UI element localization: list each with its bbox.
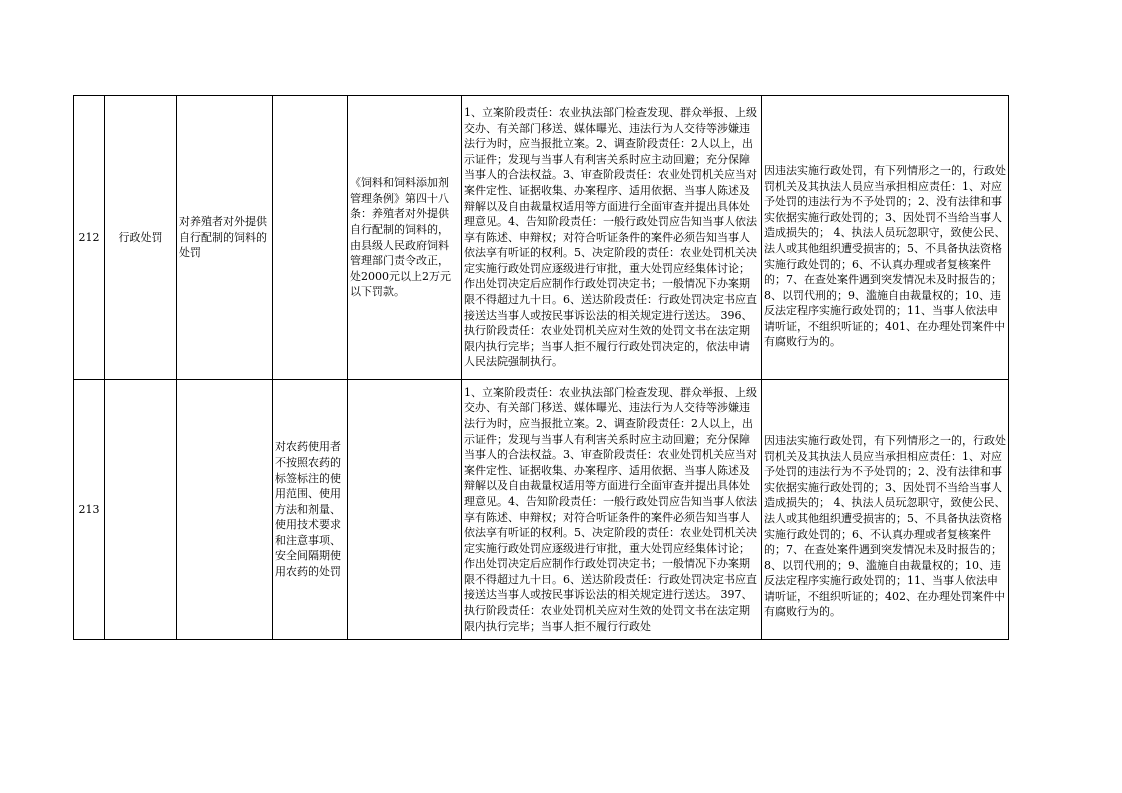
responsibility-text: 1、立案阶段责任：农业执法部门检查发现、群众举报、上级交办、有关部门移送、媒体曝光、违法行为人交待等涉嫌违法行为时，应当报批立案。2、调查阶段责任：2人以上，出示证件；发现与当事人有利害关系时应主动回避；充分保障当事人的合法权益。3、审查阶段责任：农业处罚机关应当对案件定性、证据收集、办案程序、适用依据、当事人陈述及辩解以及自由裁量权适用等方面进行全面审查并提出具体处理意见。4、告知阶段责任：一般行政处罚应告知当事人依法享有陈述、申辩权；对符合听证条件的案件必须告知当事人依法享有听证的权利。5、决定阶段的责任：农业处罚机关决定实施行政处罚应逐级进行审批，重大处罚应经集体讨论；作出处罚决定后应制作行政处罚决定书；一般情况下办案期限不得超过九十日。6、送达阶段责任：行政处罚决定书应直接送达当事人或按民事诉讼法的相关规定进行送达。 396、执行阶段责任：农业处罚机关应对生效的处罚文书在法定期限内执行完毕；当事人拒不履行行政处罚决定的，依法申请人民法院强制执行。 xyxy=(464,105,757,369)
row-number-cell: 212 xyxy=(74,96,105,380)
legal-basis-cell: 《饲料和饲料添加剂管理条例》第四十八条：养殖者对外提供自行配制的饲料的，由县级人民政府饲料管理部门责令改正，处2000元以上2万元以下罚款。 xyxy=(348,96,462,380)
power-type-cell: 行政处罚 xyxy=(105,96,177,380)
power-subitem-cell: 对农药使用者不按照农药的标签标注的使用范围、使用方法和剂量、使用技术要求和注意事项、安全间隔期使用农药的处罚 xyxy=(273,380,348,640)
responsibility-cell xyxy=(462,96,762,380)
accountability-text: 因违法实施行政处罚，有下列情形之一的，行政处罚机关及其执法人员应当承担相应责任：1、对应予处罚的违法行为不予处罚的；2、没有法律和事实依据实施行政处罚的；3、因处罚不当给当事人造成损失的； 4、执法人员玩忽职守，致使公民、法人或其他组织遭受损害的；5、不具备执法资格实施行政处罚的；6、不认真办理或者复核案件的；7、在查处案件遇到突发情况未及时报告的；8、以罚代刑的；9、滥施自由裁量权的；10、违反法定程序实施行政处罚的；11、当事人依法申请听证，不组织听证的；401、在办理处罚案件中有腐败行为的。 xyxy=(764,163,1006,349)
power-type-cell xyxy=(105,380,177,640)
power-list-table xyxy=(73,95,1009,640)
accountability-cell xyxy=(762,96,1009,380)
power-item-cell xyxy=(177,380,273,640)
legal-basis-cell xyxy=(348,380,462,640)
table-row xyxy=(74,96,1009,380)
accountability-text: 因违法实施行政处罚，有下列情形之一的，行政处罚机关及其执法人员应当承担相应责任：1、对应予处罚的违法行为不予处罚的；2、没有法律和事实依据实施行政处罚的；3、因处罚不当给当事人造成损失的； 4、执法人员玩忽职守，致使公民、法人或其他组织遭受损害的；5、不具备执法资格实施行政处罚的；6、不认真办理或者复核案件的；7、在查处案件遇到突发情况未及时报告的；8、以罚代刑的；9、滥施自由裁量权的；10、违反法定程序实施行政处罚的；11、当事人依法申请听证，不组织听证的；402、在办理处罚案件中有腐败行为的。 xyxy=(764,433,1006,619)
table-row xyxy=(74,380,1009,640)
row-number-cell: 213 xyxy=(74,380,105,640)
power-item-cell: 对养殖者对外提供自行配制的饲料的处罚 xyxy=(177,96,273,380)
accountability-cell xyxy=(762,380,1009,640)
responsibility-text: 1、立案阶段责任：农业执法部门检查发现、群众举报、上级交办、有关部门移送、媒体曝光、违法行为人交待等涉嫌违法行为时，应当报批立案。2、调查阶段责任：2人以上，出示证件；发现与当事人有利害关系时应主动回避；充分保障当事人的合法权益。3、审查阶段责任：农业处罚机关应当对案件定性、证据收集、办案程序、适用依据、当事人陈述及辩解以及自由裁量权适用等方面进行全面审查并提出具体处理意见。4、告知阶段责任：一般行政处罚应告知当事人依法享有陈述、申辩权；对符合听证条件的案件必须告知当事人依法享有听证的权利。5、决定阶段的责任：农业处罚机关决定实施行政处罚应逐级进行审批，重大处罚应经集体讨论；作出处罚决定后应制作行政处罚决定书；一般情况下办案期限不得超过九十日。6、送达阶段责任：行政处罚决定书应直接送达当事人或按民事诉讼法的相关规定进行送达。 397、执行阶段责任：农业处罚机关应对生效的处罚文书在法定期限内执行完毕；当事人拒不履行行政处 xyxy=(464,385,757,633)
responsibility-cell xyxy=(462,380,762,640)
power-subitem-cell xyxy=(273,96,348,380)
